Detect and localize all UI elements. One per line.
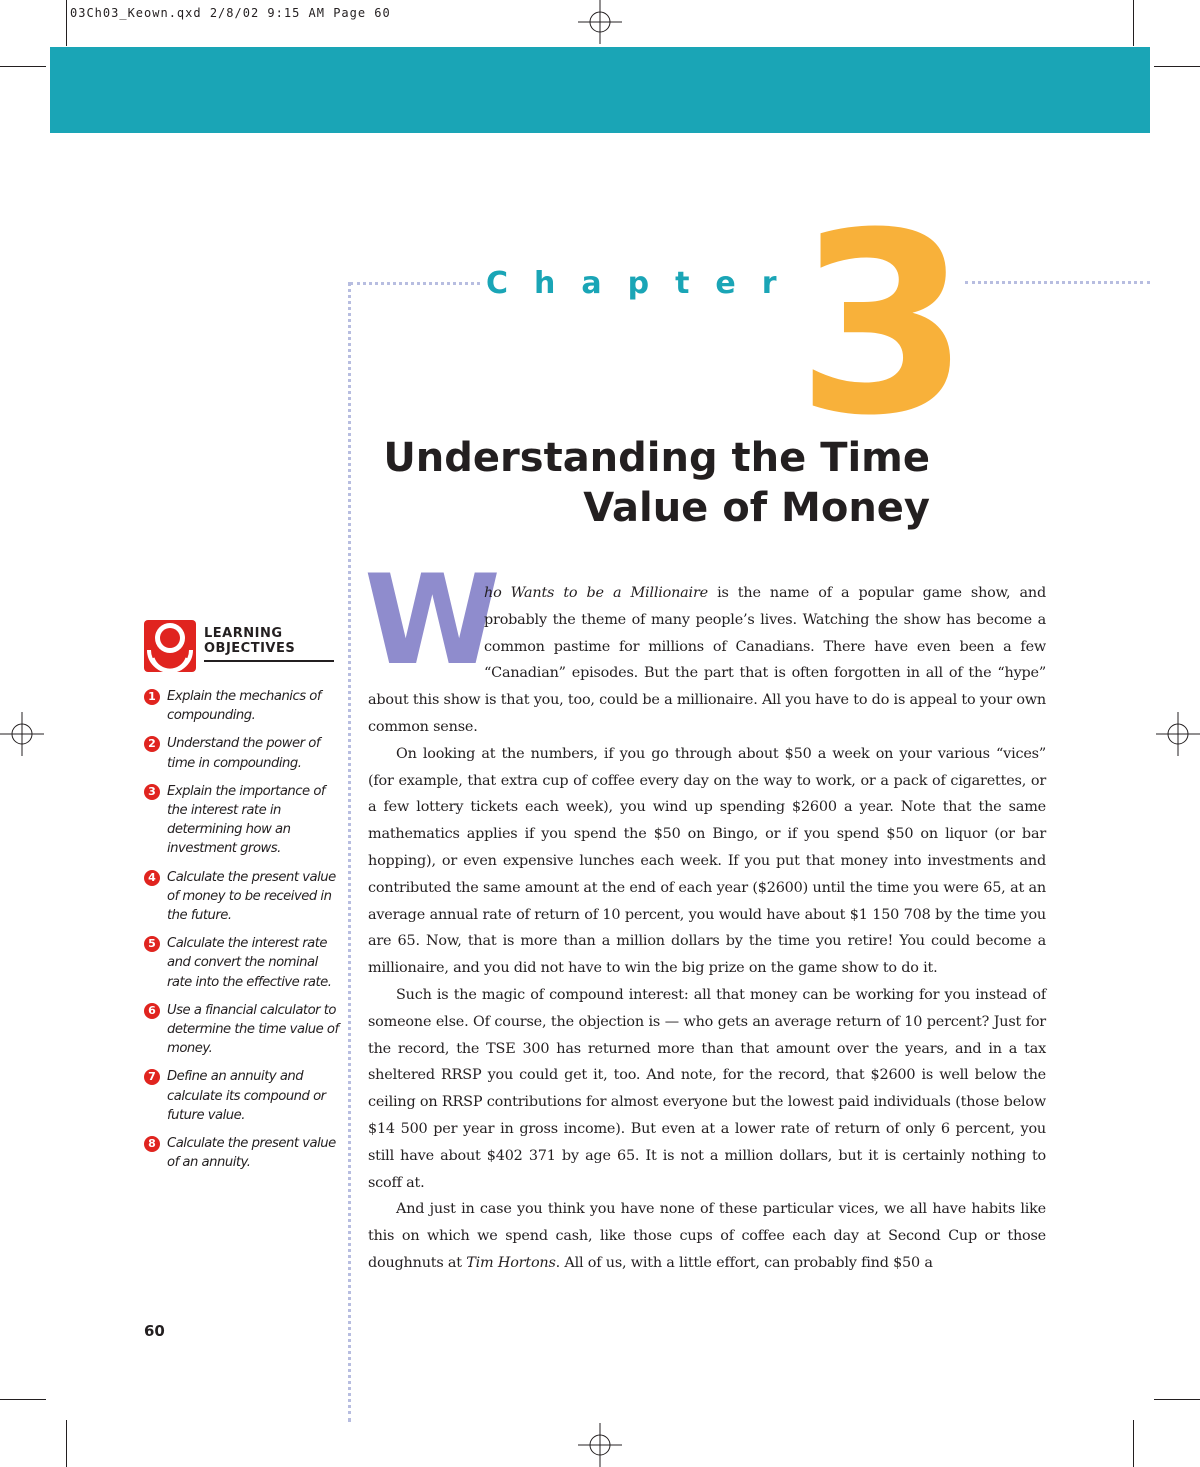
crop-mark (66, 1420, 67, 1467)
objective-item (144, 934, 339, 992)
print-slug: 03Ch03_Keown.qxd 2/8/02 9:15 AM Page 60 (70, 6, 391, 20)
registration-mark-icon (1156, 712, 1200, 756)
drop-cap-space (368, 580, 484, 684)
objective-text: Calculate the present value of an annuity. (167, 1136, 336, 1171)
chapter-word: Chapter (486, 266, 803, 301)
objective-item (144, 1134, 339, 1172)
header-color-band (50, 47, 1150, 133)
registration-mark-icon (0, 712, 44, 756)
chapter-title-line: Understanding the Time (383, 435, 930, 481)
chapter-dotted-rule-right (965, 281, 1150, 284)
paragraph-text: . All of us, with a little effort, can probably find $50 a (555, 1254, 933, 1271)
show-title-italic: ho Wants to be a Millionaire (484, 585, 708, 601)
paragraph-text: is the name of a popular game show, and probably the theme of many people’s lives. Watching the show has become a common pastime for millions of Canadians. There have even been a few “Canadian” episodes. But the part that is often forgotten in all of the “hype” about this show is that you, too, could be a millionaire. All you have to do is appeal to your own common sense. (368, 585, 1046, 735)
objective-item (144, 687, 339, 725)
objective-text: Explain the importance of the interest rate in determining how an investment grows. (167, 783, 326, 857)
body-paragraph: Such is the magic of compound interest: all that money can be working for you instead of someone else. Of course, the objection is — who gets an average return of 10 percent? Just for the record, the TSE 300 has returned more than that amount over the years, and in a tax sheltered RRSP you could get it, too. And note, for the record, that $2600 is well below the ceiling on RRSP contributions for almost everyone but the lowest paid individuals (those below $14 500 per year in gross income). But even at a lower rate of return of only 6 percent, you still have about $402 371 by age 65. It is not a million dollars, but it is certainly nothing to scoff at. (368, 986, 1046, 1191)
crop-mark (1154, 1399, 1200, 1400)
chapter-dotted-rule-left (350, 282, 480, 285)
crop-mark (66, 0, 67, 46)
label-underline (204, 660, 334, 662)
crop-mark (1133, 0, 1134, 46)
objective-number-badge: 6 (144, 1003, 160, 1019)
objective-text: Use a financial calculator to determine the time value of money. (167, 1002, 339, 1057)
registration-mark-icon (578, 1423, 622, 1467)
body-paragraph (368, 1196, 1046, 1276)
objective-text: Explain the mechanics of compounding. (167, 689, 321, 724)
objective-item (144, 734, 339, 772)
label-line: OBJECTIVES (204, 641, 296, 656)
page-number: 60 (144, 1322, 165, 1340)
objective-item (144, 1001, 339, 1059)
target-logo-icon (144, 620, 196, 672)
objective-text: Calculate the interest rate and convert the nominal rate into the effective rate. (167, 936, 332, 990)
objective-text: Understand the power of time in compounding. (167, 736, 320, 771)
objective-number-badge: 2 (144, 736, 160, 752)
body-paragraph: On looking at the numbers, if you go through about $50 a week on your various “vices” (for example, that extra cup of coffee every day on the way to work, or a pack of cigarettes, or a few lottery tickets each week), you wind up spending $2600 a year. Note that the same mathematics applies if you spend the $50 on Bingo, or if you spend $50 on liquor (or bar hopping), or even expensive lunches each week. If you put that money into investments and contributed the same amount at the end of each year ($2600) until the time you were 65, at an average annual rate of return of 10 percent, you would have about $1 150 708 by the time you are 65. Now, that is more than a million dollars by the time you retire! You could become a millionaire, and you did not have to win the big prize on the game show to do it. (368, 745, 1046, 977)
objective-number-badge: 1 (144, 689, 160, 705)
objective-number-badge: 4 (144, 870, 160, 886)
crop-mark (0, 1399, 46, 1400)
objective-text: Calculate the present value of money to be received in the future. (167, 869, 336, 924)
crop-mark (1133, 1420, 1134, 1467)
objective-number-badge: 8 (144, 1136, 160, 1152)
learning-objectives-label (204, 626, 295, 656)
chapter-title (330, 433, 930, 533)
objective-item (144, 1067, 339, 1125)
objective-number-badge: 5 (144, 936, 160, 952)
body-text (368, 580, 1046, 1277)
objective-number-badge: 3 (144, 784, 160, 800)
chapter-title-line: Value of Money (583, 485, 930, 531)
learning-objectives-list (144, 687, 339, 1181)
objective-number-badge: 7 (144, 1069, 160, 1085)
chapter-number: 3 (796, 179, 970, 470)
label-line: LEARNING (204, 626, 283, 641)
body-paragraph (368, 580, 1046, 741)
crop-mark (0, 66, 46, 67)
objective-item (144, 868, 339, 926)
paragraph-text: And just in case you think you have none of these particular vices, we all have habits like this on which we spend cash, like those cups of coffee each day at Second Cup or those doughnuts at (368, 1201, 1046, 1271)
objective-item (144, 782, 339, 859)
brand-name-italic: Tim Hortons (466, 1254, 556, 1271)
drop-cap: W (364, 549, 501, 693)
registration-mark-icon (578, 0, 622, 44)
objective-text: Define an annuity and calculate its compound or future value. (167, 1069, 326, 1123)
crop-mark (1154, 66, 1200, 67)
learning-objectives-header (144, 620, 334, 680)
